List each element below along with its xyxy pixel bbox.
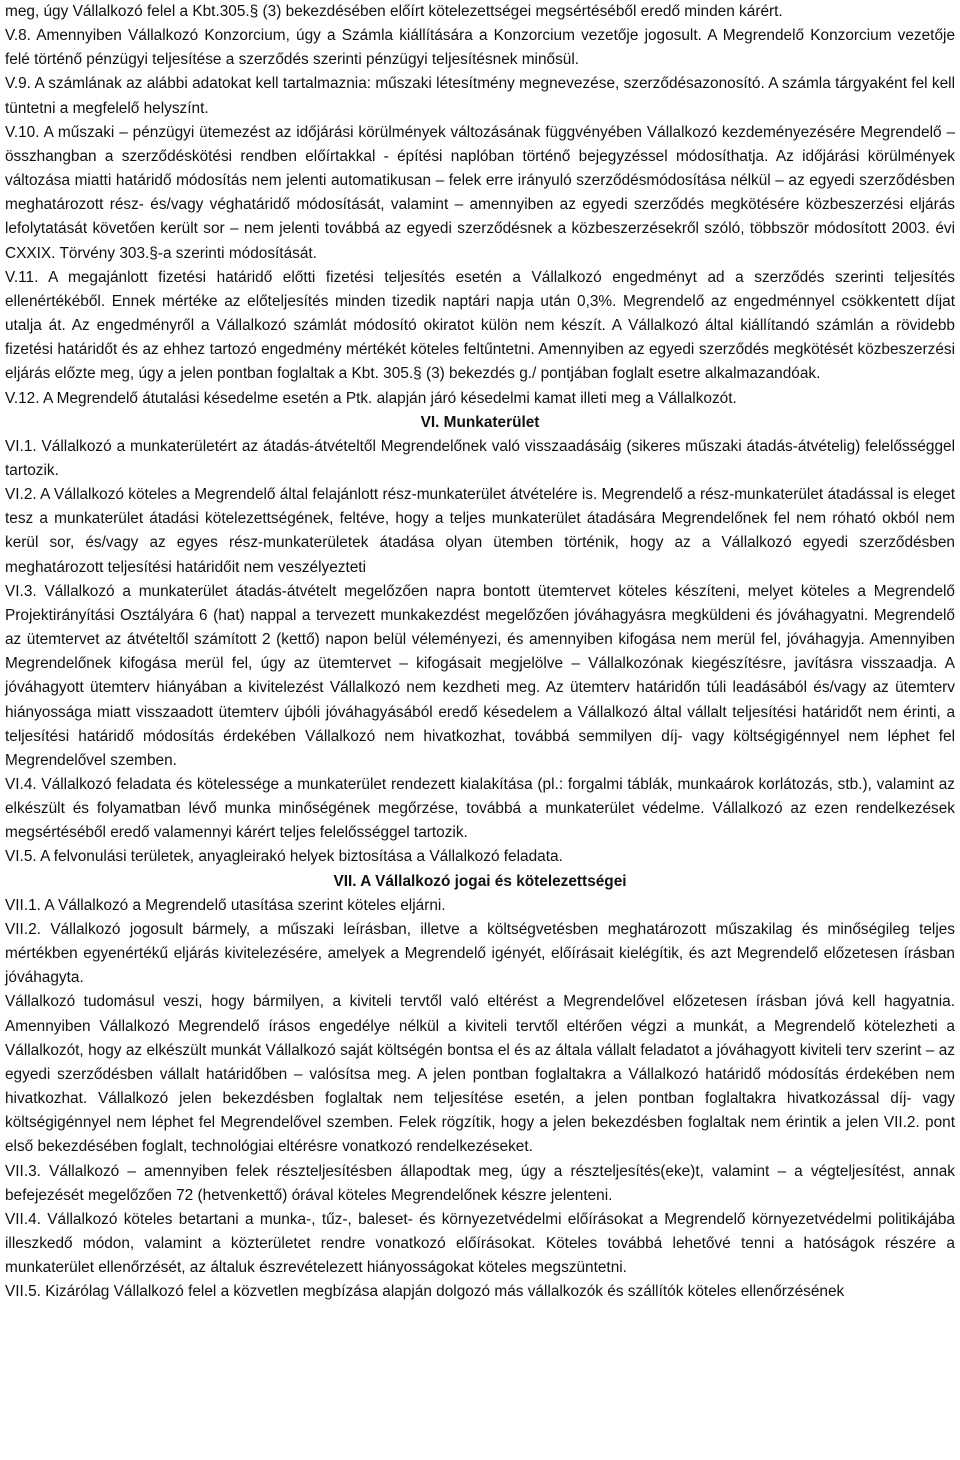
paragraph-vi4: VI.4. Vállalkozó feladata és kötelessége a munkaterület rendezett kialakítása (pl.: forgalmi táblák, munkaárok korlátozás, stb.), valamint az elkészült és folyamatban lévő munka minőségének megőrzése, továbbá a munkaterület védelme. Vállalkozó az ezen rendelkezések megsértéséből eredő valamennyi kárért teljes felelősséggel tartozik.	[5, 776, 955, 842]
paragraph-vii2-second: Vállalkozó tudomásul veszi, hogy bármilyen, a kiviteli tervtől való eltérést a Megrendelővel előzetesen írásban jóvá kell hagyatnia. Amennyiben Vállalkozó Megrendelő írásos engedélye nélkül a kiviteli tervtől eltérően végzi a munkát, a Megrendelő kötelezheti a Vállalkozót, hogy az elkészült munkát Vállalkozó saját költségén bontsa el és az általa vállalt feladatot a jóváhagyott kiviteli terv szerint – az egyedi szerződésben vállalt határidőben – valósítsa meg. A jelen pontban foglaltakra a Vállalkozó határidő módosítás érdekében nem hivatkozhat. Vállalkozó jelen bekezdésben foglaltak nem teljesítése esetén, a jelen pontban foglaltakra hivatkozással díj- vagy költségigénnyel nem léphet fel Megrendelővel szemben. Felek rögzítik, hogy a jelen bekezdésben foglaltak nem érintik a jelen VII.2. pont első bekezdésében foglalt, technológiai eltérésre vonatkozó rendelkezéseket.	[5, 993, 955, 1156]
section-heading-vii: VII. A Vállalkozó jogai és kötelezettségei	[333, 872, 627, 890]
paragraph-vii1: VII.1. A Vállalkozó a Megrendelő utasítása szerint köteles eljárni.	[5, 896, 446, 914]
paragraph-v11: V.11. A megajánlott fizetési határidő előtti fizetési teljesítés esetén a Vállalkozó engedményt ad a szerződés szerinti teljesítés ellenértékéből. Ennek mértéke az előteljesítés minden tizedik naptári napja után 0,3%. Megrendelő az engedménnyel csökkentett díjat utalja át. Az engedményről a Vállalkozó számlát módosító okiratot külön nem készít. A Vállalkozó által kiállítandó számlán a rövidebb fizetési határidőt és az ehhez tartozó engedmény mértékét köteles feltűntetni. Amennyiben az egyedi szerződés megkötését közbeszerzési eljárás előzte meg, úgy a jelen pontban foglaltak a Kbt. 305.§ (3) bekezdés g./ pontjában foglalt esetre alkalmazandóak.	[5, 268, 955, 383]
paragraph-vi2: VI.2. A Vállalkozó köteles a Megrendelő által felajánlott rész-munkaterület átvételére is. Megrendelő a rész-munkaterület átadással is eleget tesz a munkaterület átadási kötelezettségének, feltéve, hogy a teljes munkaterület átadására Megrendelőnek fel nem róható okból nem kerül sor, és/vagy az egyes rész-munkaterületek átadása olyan ütemben történik, hogy az a Vállalkozó egyedi szerződésben meghatározott teljesítési határidőit nem veszélyezteti	[5, 486, 955, 576]
paragraph-v9: V.9. A számlának az alábbi adatokat kell tartalmaznia: műszaki létesítmény megnevezése, szerződésazonosító. A számla tárgyaként fel kell tüntetni a megfelelő helyszínt.	[5, 75, 955, 117]
paragraph-v8: V.8. Amennyiben Vállalkozó Konzorcium, úgy a Számla kiállítására a Konzorcium vezetője jogosult. A Megrendelő Konzorcium vezetője felé történő pénzügyi teljesítése a szerződés szerinti pénzügyi teljesítésnek minősül.	[5, 27, 955, 69]
paragraph-v10: V.10. A műszaki – pénzügyi ütemezést az időjárási körülmények változásának függvényében Vállalkozó kezdeményezésére Megrendelő – összhangban a szerződéskötési rendben előírtakkal - építési naplóban történő bejegyzéssel módosíthatja. Az időjárási körülmények változása miatti határidő módosítás nem jelenti automatikusan – felek erre irányuló szerződésmódosítása nélkül – az egyedi szerződésben meghatározott rész- és/vagy véghatáridő módosítását, valamint – amennyiben az egyedi szerződés megkötésére közbeszerzési eljárás lefolytatását követően került sor – nem jelenti továbbá az egyedi szerződésnek a közbeszerzésekről szóló, többször módosított 2003. évi CXXIX. Törvény 303.§-a szerinti módosítását.	[5, 123, 955, 262]
section-heading-vi: VI. Munkaterület	[420, 413, 540, 431]
paragraph-vi1: VI.1. Vállalkozó a munkaterületért az átadás-átvételtől Megrendelőnek való visszaadásáig (sikeres műszaki átadás-átvételig) felelősséggel tartozik.	[5, 437, 955, 479]
paragraph-vii4: VII.4. Vállalkozó köteles betartani a munka-, tűz-, baleset- és környezetvédelmi előírásokat a Megrendelő környezetvédelmi politikájába illeszkedő módon, valamint a közterületet rendre vonatkozó előírásokat. Köteles továbbá lehetővé tenni a hatóságok részére a munkaterület ellenőrzését, az általuk észrevételezett hiányosságokat köteles megszüntetni.	[5, 1210, 955, 1277]
paragraph-vii2: VII.2. Vállalkozó jogosult bármely, a műszaki leírásban, illetve a költségvetésben meghatározott műszakilag és minőségileg teljes mértékben egyenértékű eljárás kivitelezésére, amelyek a Megrendelő igényét, előírásait kielégítik, és azt Megrendelő előzetesen írásban jóváhagyta.	[5, 920, 955, 987]
paragraph-vi3: VI.3. Vállalkozó a munkaterület átadás-átvételt megelőzően napra bontott ütemtervet köteles készíteni, melyet köteles a Megrendelő Projektirányítási Osztályára 6 (hat) nappal a tervezett munkakezdést megelőzően jóváhagyásra megküldeni és jóváhagyatni. Megrendelő az ütemtervet az átvételtől számított 2 (kettő) napon belül véleményezi, és amennyiben kifogása nem merül fel, jóváhagyja. Amennyiben Megrendelőnek kifogása merül fel, úgy az ütemtervet – kifogásait megjelölve – Vállalkozónak kiegészítésre, javításra visszaadja. A jóváhagyott ütemterv hiányában a kivitelezést Vállalkozó nem kezdheti meg. Az ütemterv határidőn túli leadásából és/vagy az ütemterv hiányossága miatt visszaadott ütemterv újbóli jóváhagyásából eredő késedelem a Vállalkozó által vállalt teljesítési határidőt nem érinti, a teljesítési határidő módosítás érdekében Vállalkozó nem hivatkozhat, továbbá semmilyen díj- vagy költségigénnyel nem léphet fel Megrendelővel szemben.	[5, 582, 955, 769]
paragraph-vii5: VII.5. Kizárólag Vállalkozó felel a közvetlen megbízása alapján dolgozó más vállalkozók és szállítók köteles ellenőrzésének	[5, 1283, 845, 1301]
paragraph-v7-end: meg, úgy Vállalkozó felel a Kbt.305.§ (3) bekezdésében előírt kötelezettségei megsértéséből eredő minden kárért.	[5, 3, 783, 20]
paragraph-v12: V.12. A Megrendelő átutalási késedelme esetén a Ptk. alapján járó késedelmi kamat illeti meg a Vállalkozót.	[5, 389, 737, 407]
paragraph-vii3: VII.3. Vállalkozó – amennyiben felek részteljesítésben állapodtak meg, úgy a részteljesítés(eke)t, valamint – a végteljesítést, annak befejezését megelőzően 72 (hetvenkettő) órával köteles Megrendelőnek készre jelenteni.	[5, 1162, 955, 1204]
paragraph-vi5: VI.5. A felvonulási területek, anyagleirakó helyek biztosítása a Vállalkozó feladata.	[5, 848, 563, 866]
